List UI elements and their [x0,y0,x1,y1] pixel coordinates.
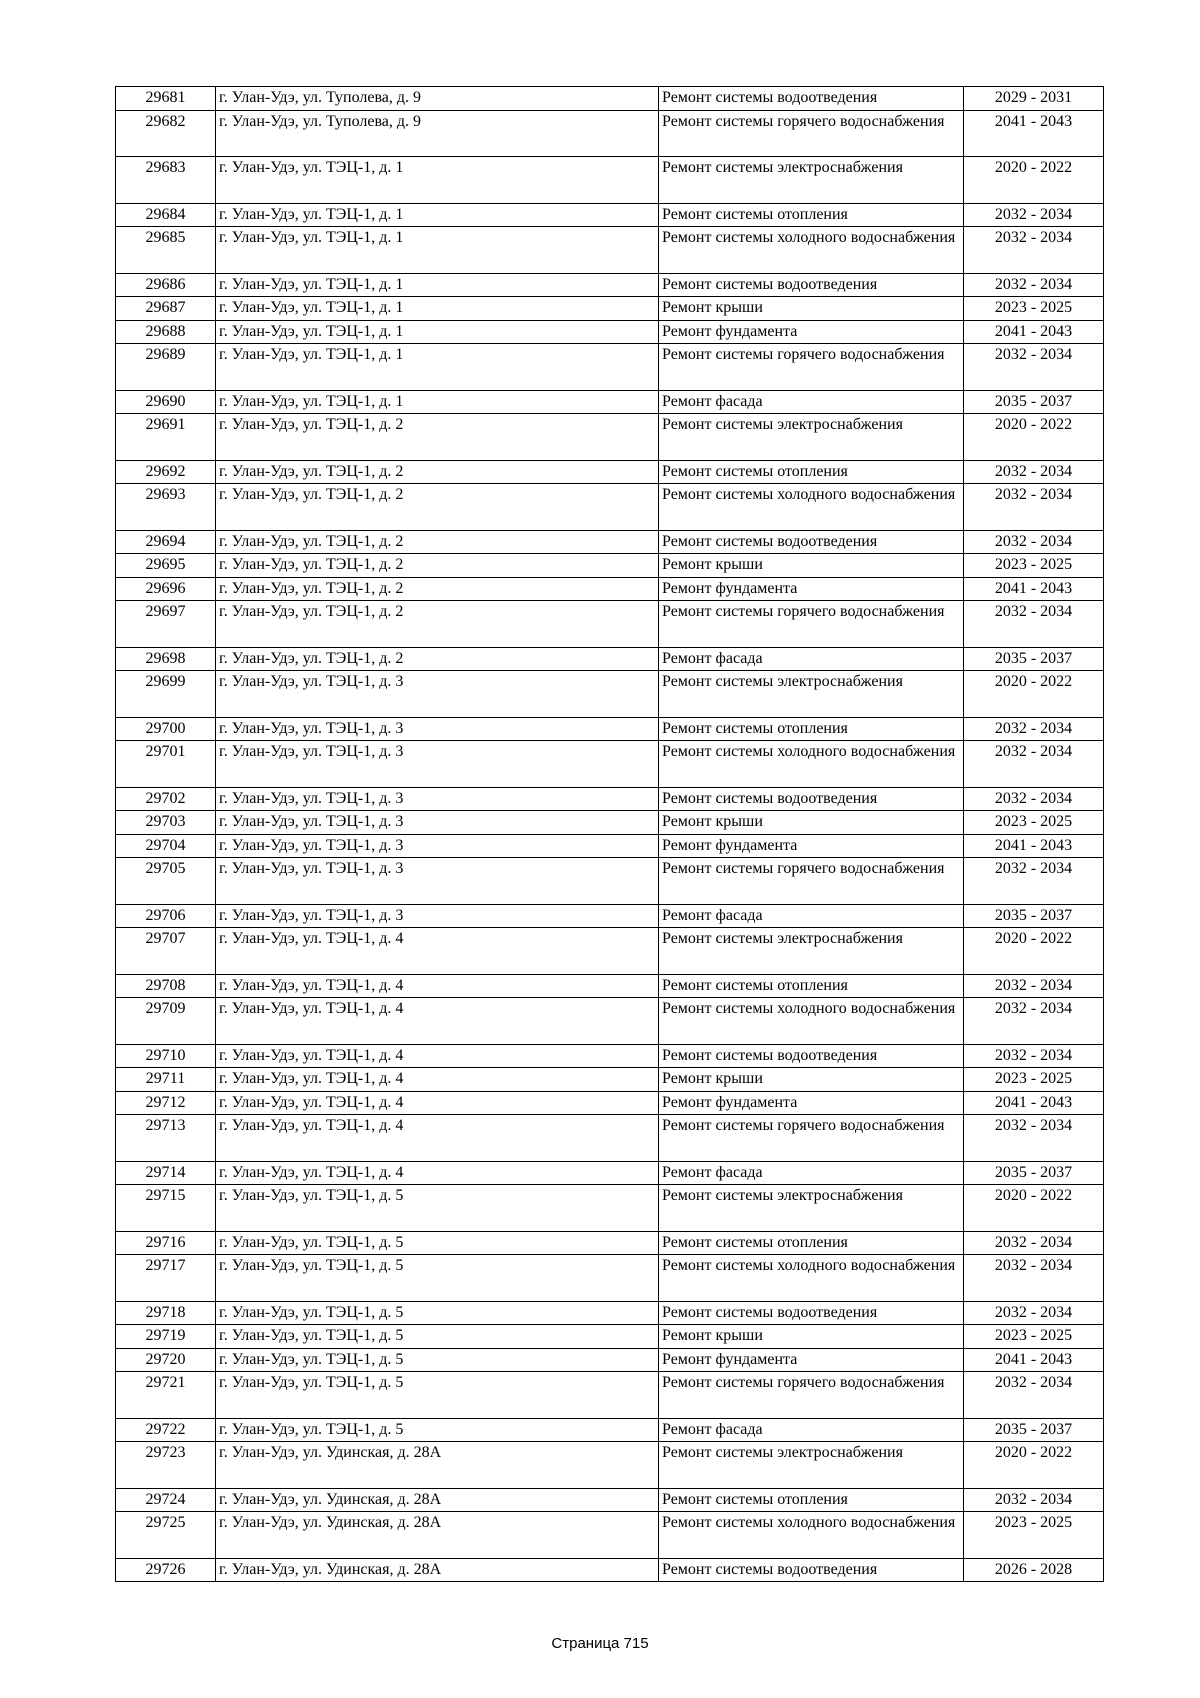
work-type-cell: Ремонт системы холодного водоснабжения [659,1255,964,1302]
work-type-cell: Ремонт системы отопления [659,717,964,741]
table-row [116,1161,1104,1185]
row-id-cell: 29688 [116,320,216,344]
row-id-cell: 29708 [116,974,216,998]
work-type-cell: Ремонт фундамента [659,834,964,858]
table-row [116,227,1104,274]
table-row [116,647,1104,671]
table-row [116,1044,1104,1068]
table-row [116,717,1104,741]
row-id-cell: 29685 [116,227,216,274]
period-cell: 2032 - 2034 [964,460,1104,484]
table-row [116,460,1104,484]
address-cell: г. Улан-Удэ, ул. ТЭЦ-1, д. 1 [216,320,659,344]
address-cell: г. Улан-Удэ, ул. ТЭЦ-1, д. 2 [216,554,659,578]
row-id-cell: 29716 [116,1231,216,1255]
row-id-cell: 29694 [116,530,216,554]
work-type-cell: Ремонт системы горячего водоснабжения [659,858,964,905]
address-cell: г. Улан-Удэ, ул. ТЭЦ-1, д. 4 [216,1091,659,1115]
work-type-cell: Ремонт системы отопления [659,203,964,227]
address-cell: г. Улан-Удэ, ул. ТЭЦ-1, д. 5 [216,1255,659,1302]
work-type-cell: Ремонт фасада [659,647,964,671]
address-cell: г. Улан-Удэ, ул. ТЭЦ-1, д. 1 [216,203,659,227]
table-row [116,344,1104,391]
work-type-cell: Ремонт системы отопления [659,460,964,484]
table-row [116,928,1104,975]
work-type-cell: Ремонт системы водоотведения [659,1301,964,1325]
row-id-cell: 29681 [116,87,216,111]
period-cell: 2032 - 2034 [964,717,1104,741]
work-type-cell: Ремонт системы горячего водоснабжения [659,344,964,391]
address-cell: г. Улан-Удэ, ул. ТЭЦ-1, д. 5 [216,1372,659,1419]
row-id-cell: 29689 [116,344,216,391]
work-type-cell: Ремонт системы отопления [659,1231,964,1255]
address-cell: г. Улан-Удэ, ул. ТЭЦ-1, д. 3 [216,858,659,905]
row-id-cell: 29711 [116,1068,216,1092]
period-cell: 2032 - 2034 [964,787,1104,811]
period-cell: 2020 - 2022 [964,1442,1104,1489]
table-row [116,414,1104,461]
work-type-cell: Ремонт системы электроснабжения [659,928,964,975]
period-cell: 2032 - 2034 [964,1255,1104,1302]
table-row [116,484,1104,531]
table-row [116,1231,1104,1255]
address-cell: г. Улан-Удэ, ул. Удинская, д. 28А [216,1442,659,1489]
row-id-cell: 29699 [116,671,216,718]
row-id-cell: 29709 [116,998,216,1045]
repair-schedule-table [115,86,1104,1582]
work-type-cell: Ремонт системы электроснабжения [659,1442,964,1489]
address-cell: г. Улан-Удэ, ул. Удинская, д. 28А [216,1488,659,1512]
table-row [116,87,1104,111]
table-row [116,601,1104,648]
page-number: Страница 715 [551,1635,649,1652]
row-id-cell: 29683 [116,157,216,204]
table-row [116,998,1104,1045]
row-id-cell: 29687 [116,297,216,321]
row-id-cell: 29696 [116,577,216,601]
address-cell: г. Улан-Удэ, ул. ТЭЦ-1, д. 5 [216,1185,659,1232]
row-id-cell: 29706 [116,904,216,928]
period-cell: 2032 - 2034 [964,1372,1104,1419]
period-cell: 2023 - 2025 [964,811,1104,835]
table-row [116,110,1104,157]
table-row [116,1255,1104,1302]
address-cell: г. Улан-Удэ, ул. ТЭЦ-1, д. 1 [216,297,659,321]
row-id-cell: 29704 [116,834,216,858]
address-cell: г. Улан-Удэ, ул. ТЭЦ-1, д. 1 [216,157,659,204]
row-id-cell: 29692 [116,460,216,484]
table-row [116,297,1104,321]
address-cell: г. Улан-Удэ, ул. ТЭЦ-1, д. 5 [216,1348,659,1372]
address-cell: г. Улан-Удэ, ул. ТЭЦ-1, д. 4 [216,974,659,998]
period-cell: 2041 - 2043 [964,320,1104,344]
address-cell: г. Улан-Удэ, ул. ТЭЦ-1, д. 2 [216,577,659,601]
period-cell: 2041 - 2043 [964,1348,1104,1372]
address-cell: г. Улан-Удэ, ул. ТЭЦ-1, д. 2 [216,414,659,461]
table-row [116,157,1104,204]
row-id-cell: 29722 [116,1418,216,1442]
table-row [116,1301,1104,1325]
work-type-cell: Ремонт фундамента [659,1348,964,1372]
address-cell: г. Улан-Удэ, ул. ТЭЦ-1, д. 4 [216,1161,659,1185]
table-row [116,1115,1104,1162]
work-type-cell: Ремонт системы отопления [659,974,964,998]
row-id-cell: 29697 [116,601,216,648]
row-id-cell: 29718 [116,1301,216,1325]
address-cell: г. Улан-Удэ, ул. ТЭЦ-1, д. 1 [216,273,659,297]
address-cell: г. Улан-Удэ, ул. ТЭЦ-1, д. 2 [216,530,659,554]
table-row [116,530,1104,554]
address-cell: г. Улан-Удэ, ул. ТЭЦ-1, д. 5 [216,1325,659,1349]
address-cell: г. Улан-Удэ, ул. ТЭЦ-1, д. 2 [216,460,659,484]
period-cell: 2026 - 2028 [964,1558,1104,1582]
work-type-cell: Ремонт системы водоотведения [659,1558,964,1582]
table-row [116,811,1104,835]
row-id-cell: 29719 [116,1325,216,1349]
work-type-cell: Ремонт фасада [659,390,964,414]
address-cell: г. Улан-Удэ, ул. ТЭЦ-1, д. 5 [216,1418,659,1442]
row-id-cell: 29707 [116,928,216,975]
work-type-cell: Ремонт системы электроснабжения [659,1185,964,1232]
period-cell: 2041 - 2043 [964,110,1104,157]
work-type-cell: Ремонт системы водоотведения [659,1044,964,1068]
address-cell: г. Улан-Удэ, ул. ТЭЦ-1, д. 3 [216,787,659,811]
work-type-cell: Ремонт системы горячего водоснабжения [659,1115,964,1162]
address-cell: г. Улан-Удэ, ул. ТЭЦ-1, д. 5 [216,1231,659,1255]
work-type-cell: Ремонт фасада [659,1418,964,1442]
work-type-cell: Ремонт фасада [659,904,964,928]
table-row [116,858,1104,905]
work-type-cell: Ремонт системы водоотведения [659,530,964,554]
work-type-cell: Ремонт системы электроснабжения [659,157,964,204]
period-cell: 2041 - 2043 [964,834,1104,858]
table-row [116,554,1104,578]
period-cell: 2032 - 2034 [964,530,1104,554]
table-row [116,320,1104,344]
period-cell: 2020 - 2022 [964,928,1104,975]
work-type-cell: Ремонт крыши [659,811,964,835]
row-id-cell: 29703 [116,811,216,835]
row-id-cell: 29682 [116,110,216,157]
table-row [116,1091,1104,1115]
row-id-cell: 29715 [116,1185,216,1232]
period-cell: 2032 - 2034 [964,1301,1104,1325]
address-cell: г. Улан-Удэ, ул. ТЭЦ-1, д. 3 [216,741,659,788]
table-row [116,904,1104,928]
address-cell: г. Улан-Удэ, ул. ТЭЦ-1, д. 1 [216,390,659,414]
address-cell: г. Улан-Удэ, ул. ТЭЦ-1, д. 3 [216,904,659,928]
table-row [116,1348,1104,1372]
row-id-cell: 29691 [116,414,216,461]
work-type-cell: Ремонт фундамента [659,320,964,344]
row-id-cell: 29710 [116,1044,216,1068]
row-id-cell: 29717 [116,1255,216,1302]
table-body [116,87,1104,1582]
address-cell: г. Улан-Удэ, ул. ТЭЦ-1, д. 4 [216,998,659,1045]
period-cell: 2032 - 2034 [964,484,1104,531]
row-id-cell: 29702 [116,787,216,811]
address-cell: г. Улан-Удэ, ул. ТЭЦ-1, д. 3 [216,717,659,741]
period-cell: 2023 - 2025 [964,554,1104,578]
row-id-cell: 29714 [116,1161,216,1185]
address-cell: г. Улан-Удэ, ул. ТЭЦ-1, д. 2 [216,647,659,671]
period-cell: 2032 - 2034 [964,203,1104,227]
address-cell: г. Улан-Удэ, ул. ТЭЦ-1, д. 4 [216,928,659,975]
table-row [116,671,1104,718]
period-cell: 2020 - 2022 [964,1185,1104,1232]
period-cell: 2032 - 2034 [964,344,1104,391]
work-type-cell: Ремонт крыши [659,554,964,578]
row-id-cell: 29726 [116,1558,216,1582]
period-cell: 2032 - 2034 [964,998,1104,1045]
table-row [116,1325,1104,1349]
work-type-cell: Ремонт системы холодного водоснабжения [659,227,964,274]
work-type-cell: Ремонт системы холодного водоснабжения [659,484,964,531]
table-row [116,577,1104,601]
work-type-cell: Ремонт системы электроснабжения [659,671,964,718]
address-cell: г. Улан-Удэ, ул. Туполева, д. 9 [216,87,659,111]
row-id-cell: 29693 [116,484,216,531]
period-cell: 2023 - 2025 [964,1068,1104,1092]
table-row [116,1558,1104,1582]
address-cell: г. Улан-Удэ, ул. ТЭЦ-1, д. 1 [216,227,659,274]
row-id-cell: 29684 [116,203,216,227]
period-cell: 2035 - 2037 [964,904,1104,928]
work-type-cell: Ремонт системы горячего водоснабжения [659,1372,964,1419]
period-cell: 2020 - 2022 [964,157,1104,204]
work-type-cell: Ремонт крыши [659,1068,964,1092]
address-cell: г. Улан-Удэ, ул. Туполева, д. 9 [216,110,659,157]
work-type-cell: Ремонт фундамента [659,1091,964,1115]
period-cell: 2032 - 2034 [964,1488,1104,1512]
address-cell: г. Улан-Удэ, ул. ТЭЦ-1, д. 5 [216,1301,659,1325]
row-id-cell: 29721 [116,1372,216,1419]
table-row [116,1442,1104,1489]
period-cell: 2032 - 2034 [964,227,1104,274]
row-id-cell: 29723 [116,1442,216,1489]
row-id-cell: 29690 [116,390,216,414]
period-cell: 2035 - 2037 [964,390,1104,414]
address-cell: г. Улан-Удэ, ул. ТЭЦ-1, д. 4 [216,1068,659,1092]
table-row [116,203,1104,227]
row-id-cell: 29720 [116,1348,216,1372]
address-cell: г. Улан-Удэ, ул. ТЭЦ-1, д. 4 [216,1044,659,1068]
table-row [116,834,1104,858]
work-type-cell: Ремонт фундамента [659,577,964,601]
row-id-cell: 29705 [116,858,216,905]
period-cell: 2032 - 2034 [964,1044,1104,1068]
table-row [116,741,1104,788]
work-type-cell: Ремонт системы холодного водоснабжения [659,741,964,788]
address-cell: г. Улан-Удэ, ул. ТЭЦ-1, д. 2 [216,601,659,648]
row-id-cell: 29725 [116,1512,216,1559]
row-id-cell: 29700 [116,717,216,741]
work-type-cell: Ремонт системы холодного водоснабжения [659,1512,964,1559]
period-cell: 2032 - 2034 [964,858,1104,905]
work-type-cell: Ремонт системы горячего водоснабжения [659,110,964,157]
row-id-cell: 29713 [116,1115,216,1162]
period-cell: 2041 - 2043 [964,1091,1104,1115]
row-id-cell: 29712 [116,1091,216,1115]
period-cell: 2032 - 2034 [964,1231,1104,1255]
address-cell: г. Улан-Удэ, ул. Удинская, д. 28А [216,1512,659,1559]
table-row [116,1418,1104,1442]
row-id-cell: 29695 [116,554,216,578]
table-row [116,1512,1104,1559]
period-cell: 2023 - 2025 [964,1325,1104,1349]
work-type-cell: Ремонт крыши [659,297,964,321]
period-cell: 2032 - 2034 [964,601,1104,648]
row-id-cell: 29724 [116,1488,216,1512]
row-id-cell: 29686 [116,273,216,297]
period-cell: 2035 - 2037 [964,647,1104,671]
table-row [116,390,1104,414]
period-cell: 2020 - 2022 [964,414,1104,461]
period-cell: 2023 - 2025 [964,297,1104,321]
address-cell: г. Улан-Удэ, ул. ТЭЦ-1, д. 2 [216,484,659,531]
address-cell: г. Улан-Удэ, ул. ТЭЦ-1, д. 3 [216,834,659,858]
table-row [116,974,1104,998]
work-type-cell: Ремонт системы водоотведения [659,787,964,811]
period-cell: 2023 - 2025 [964,1512,1104,1559]
work-type-cell: Ремонт системы водоотведения [659,273,964,297]
work-type-cell: Ремонт системы отопления [659,1488,964,1512]
table-row [116,273,1104,297]
work-type-cell: Ремонт системы холодного водоснабжения [659,998,964,1045]
work-type-cell: Ремонт системы горячего водоснабжения [659,601,964,648]
table-row [116,1185,1104,1232]
period-cell: 2032 - 2034 [964,1115,1104,1162]
address-cell: г. Улан-Удэ, ул. ТЭЦ-1, д. 1 [216,344,659,391]
table-row [116,787,1104,811]
period-cell: 2020 - 2022 [964,671,1104,718]
table-row [116,1068,1104,1092]
work-type-cell: Ремонт системы электроснабжения [659,414,964,461]
address-cell: г. Улан-Удэ, ул. ТЭЦ-1, д. 3 [216,671,659,718]
period-cell: 2032 - 2034 [964,974,1104,998]
period-cell: 2041 - 2043 [964,577,1104,601]
period-cell: 2032 - 2034 [964,741,1104,788]
work-type-cell: Ремонт фасада [659,1161,964,1185]
work-type-cell: Ремонт системы водоотведения [659,87,964,111]
row-id-cell: 29701 [116,741,216,788]
table-row [116,1372,1104,1419]
period-cell: 2029 - 2031 [964,87,1104,111]
address-cell: г. Улан-Удэ, ул. ТЭЦ-1, д. 3 [216,811,659,835]
period-cell: 2035 - 2037 [964,1418,1104,1442]
address-cell: г. Улан-Удэ, ул. ТЭЦ-1, д. 4 [216,1115,659,1162]
period-cell: 2032 - 2034 [964,273,1104,297]
table-row [116,1488,1104,1512]
work-type-cell: Ремонт крыши [659,1325,964,1349]
period-cell: 2035 - 2037 [964,1161,1104,1185]
address-cell: г. Улан-Удэ, ул. Удинская, д. 28А [216,1558,659,1582]
row-id-cell: 29698 [116,647,216,671]
